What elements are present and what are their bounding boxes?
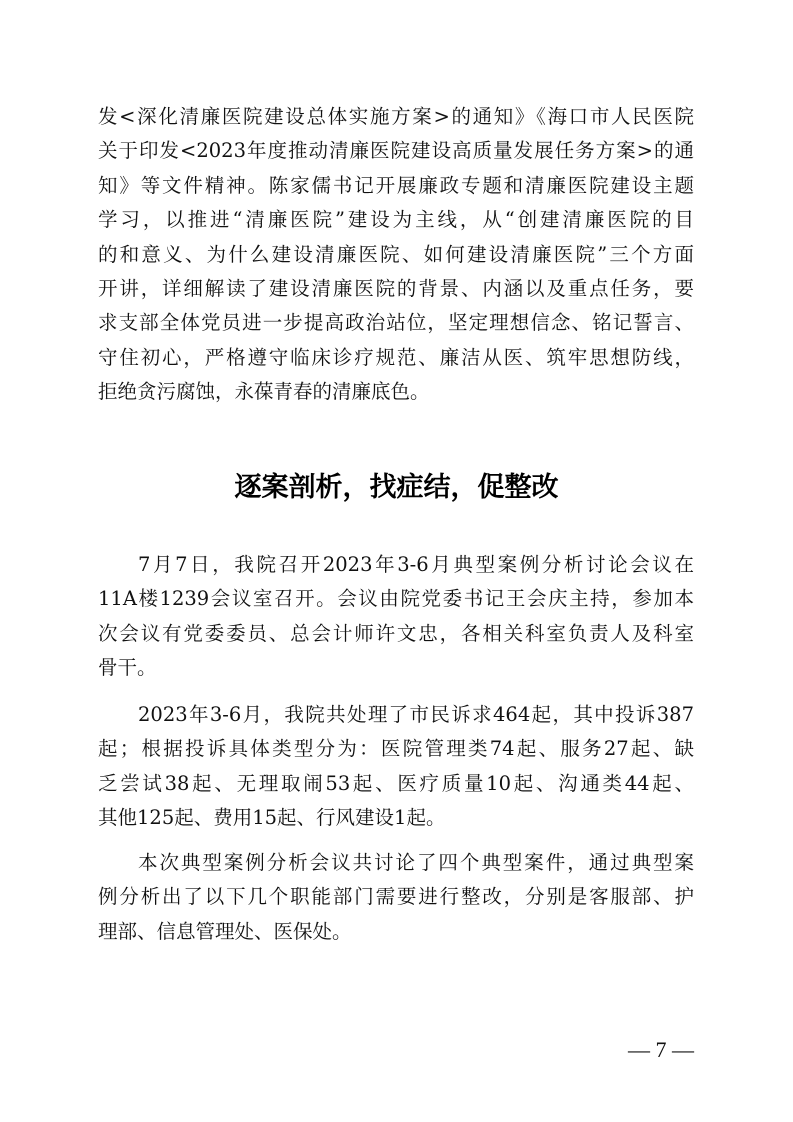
paragraph-line: 关于印发<2023年度推动清廉医院建设高质量发展任务方案>的通	[98, 139, 694, 163]
paragraph-line: 7月7日，我院召开2023年3-6月典型案例分析讨论会议在	[138, 553, 694, 576]
paragraph-line: 乏尝试38起、无理取闹53起、医疗质量10起、沟通类44起、	[98, 771, 694, 795]
paragraph-line: 知》等文件精神。陈家儒书记开展廉政专题和清廉医院建设主题	[98, 173, 694, 197]
paragraph-line: 求支部全体党员进一步提高政治站位，坚定理想信念、铭记誓言、	[98, 311, 694, 335]
paragraph-line: 起；根据投诉具体类型分为：医院管理类74起、服务27起、缺	[98, 737, 694, 761]
analysis-paragraph	[98, 846, 694, 949]
paragraph-line: 开讲，详细解读了建设清廉医院的背景、内涵以及重点任务，要	[98, 276, 694, 300]
paragraph-line: 学习，以推进“清廉医院”建设为主线，从“创建清廉医院的目	[98, 208, 694, 232]
paragraph-line: 其他125起、费用15起、行风建设1起。	[98, 806, 446, 830]
meeting-paragraph	[98, 548, 694, 686]
paragraph-line: 理部、信息管理处、医保处。	[98, 919, 352, 943]
paragraph-line: 11A楼1239会议室召开。会议由院党委书记王会庆主持，参加本	[98, 587, 694, 611]
page-number: — 7 —	[628, 1037, 694, 1062]
paragraph-line: 2023年3-6月，我院共处理了市民诉求464起，其中投诉387	[138, 703, 694, 726]
paragraph-line: 发<深化清廉医院建设总体实施方案>的通知》《海口市人民医院	[98, 105, 694, 128]
statistics-paragraph	[98, 698, 694, 836]
intro-paragraph	[98, 100, 694, 410]
paragraph-line: 守住初心，严格遵守临床诊疗规范、廉洁从医、筑牢思想防线，	[98, 345, 694, 369]
section-heading: 逐案剖析，找症结，促整改	[234, 472, 559, 503]
paragraph-line: 拒绝贪污腐蚀，永葆青春的清廉底色。	[98, 380, 430, 404]
paragraph-line: 骨干。	[98, 656, 157, 680]
paragraph-line: 例分析出了以下几个职能部门需要进行整改，分别是客服部、护	[98, 885, 694, 909]
paragraph-line: 次会议有党委委员、总会计师许文忠，各相关科室负责人及科室	[98, 621, 694, 645]
paragraph-line: 的和意义、为什么建设清廉医院、如何建设清廉医院”三个方面	[98, 242, 694, 266]
paragraph-line: 本次典型案例分析会议共讨论了四个典型案件，通过典型案	[138, 851, 694, 874]
